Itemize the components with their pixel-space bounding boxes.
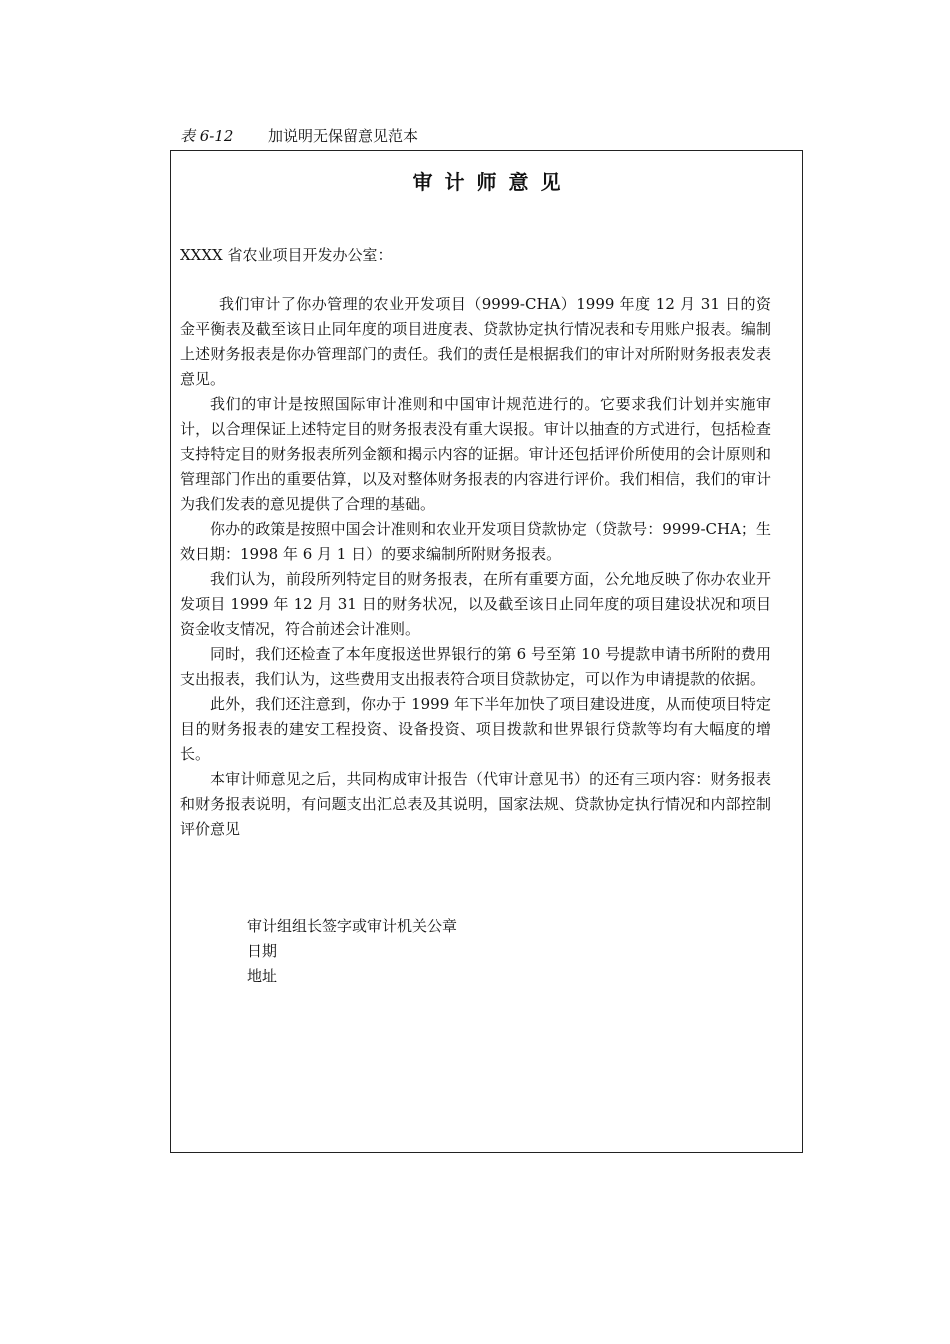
document-heading: 审计师意见 bbox=[412, 170, 573, 194]
date-line: 日期 bbox=[247, 942, 278, 960]
paragraph-6: 此外，我们还注意到，你办于 1999 年下半年加快了项目建设进度，从而使项目特定目的财务报表的建安工程投资、设备投资、项目拨款和世界银行贷款等均有大幅度的增长。 bbox=[180, 695, 771, 763]
paragraph-2: 我们的审计是按照国际审计准则和中国审计规范进行的。它要求我们计划并实施审计，以合理保证上述特定目的财务报表没有重大误报。审计以抽查的方式进行，包括检查支持特定目的财务报表所列金额和揭示内容的证据。审计还包括评价所使用的会计原则和管理部门作出的重要估算，以及对整体财务报表的内容进行评价。我们相信，我们的审计为我们发表的意见提供了合理的基础。 bbox=[180, 395, 771, 513]
paragraph-1: 我们审计了你办管理的农业开发项目（9999-CHA）1999 年度 12 月 31 日的资金平衡表及截至该日止同年度的项目进度表、贷款协定执行情况表和专用账户报表。编制上述财务报表是你办管理部门的责任。我们的责任是根据我们的审计对所附财务报表发表意见。 bbox=[180, 295, 771, 388]
opinion-body bbox=[180, 292, 771, 842]
address-line: 地址 bbox=[247, 967, 278, 985]
paragraph-4: 我们认为，前段所列特定目的财务报表，在所有重要方面，公允地反映了你办农业开发项目 1999 年 12 月 31 日的财务状况，以及截至该日止同年度的项目建设状况和项目资金收支情况，符合前述会计准则。 bbox=[180, 570, 771, 638]
table-caption bbox=[180, 126, 418, 146]
signer-line: 审计组组长签字或审计机关公章 bbox=[247, 917, 458, 935]
opinion-frame bbox=[170, 150, 803, 1153]
caption-number: 表 6-12 bbox=[180, 127, 234, 145]
signature-block bbox=[247, 914, 457, 989]
paragraph-3: 你办的政策是按照中国会计准则和农业开发项目贷款协定（贷款号：9999-CHA；生效日期：1998 年 6 月 1 日）的要求编制所附财务报表。 bbox=[180, 520, 771, 563]
caption-title: 加说明无保留意见范本 bbox=[268, 127, 419, 145]
paragraph-5: 同时，我们还检查了本年度报送世界银行的第 6 号至第 10 号提款申请书所附的费用支出报表，我们认为，这些费用支出报表符合项目贷款协定，可以作为申请提款的依据。 bbox=[180, 645, 771, 688]
salutation: XXXX 省农业项目开发办公室： bbox=[180, 246, 393, 264]
paragraph-7: 本审计师意见之后，共同构成审计报告（代审计意见书）的还有三项内容：财务报表和财务报表说明，有问题支出汇总表及其说明，国家法规、贷款协定执行情况和内部控制评价意见 bbox=[180, 770, 771, 838]
